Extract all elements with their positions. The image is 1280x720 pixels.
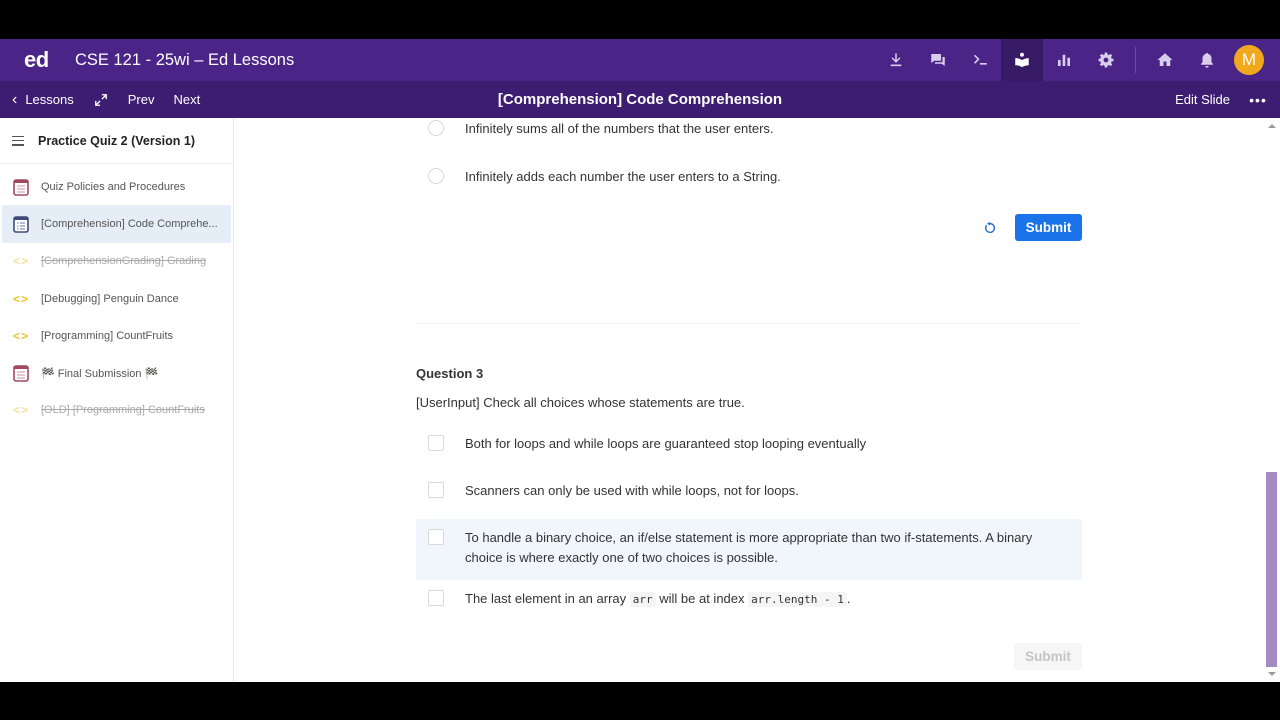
radio-button[interactable] bbox=[428, 120, 444, 136]
back-to-lessons-button[interactable] bbox=[12, 92, 74, 108]
sidebar-item-old-countfruits[interactable] bbox=[2, 392, 231, 429]
edit-slide-button[interactable] bbox=[1175, 92, 1230, 107]
more-options-icon[interactable]: ••• bbox=[1249, 91, 1267, 108]
sidebar-item-comprehension-grading[interactable] bbox=[2, 243, 231, 280]
settings-icon[interactable] bbox=[1085, 39, 1127, 81]
q2-option-2[interactable] bbox=[416, 167, 781, 187]
q3-choice-3[interactable] bbox=[416, 519, 1082, 580]
code-icon: <> bbox=[12, 403, 29, 418]
q3-choice-2[interactable] bbox=[416, 472, 1082, 519]
sidebar-item-code-comprehension[interactable] bbox=[2, 205, 231, 242]
edit-slide-label: Edit Slide bbox=[1175, 92, 1230, 107]
choice-text-part: will be at index bbox=[655, 591, 749, 606]
download-icon[interactable] bbox=[875, 39, 917, 81]
sidebar-item-countfruits[interactable] bbox=[2, 317, 231, 354]
lessons-icon[interactable] bbox=[1001, 39, 1043, 81]
home-icon[interactable] bbox=[1144, 39, 1186, 81]
sidebar-item-final-submission[interactable] bbox=[2, 354, 231, 391]
q3-choice-1[interactable] bbox=[416, 425, 1082, 472]
scrollbar-thumb[interactable] bbox=[1266, 472, 1277, 667]
header-separator bbox=[1135, 47, 1136, 73]
slide-list bbox=[0, 164, 233, 429]
q2-option-1[interactable] bbox=[416, 119, 774, 139]
notifications-icon[interactable] bbox=[1186, 39, 1228, 81]
sidebar-item-label: Quiz Policies and Procedures bbox=[41, 180, 186, 193]
scroll-up-arrow-icon[interactable] bbox=[1268, 124, 1276, 128]
user-avatar[interactable]: M bbox=[1234, 45, 1264, 75]
back-to-lessons-label: Lessons bbox=[25, 92, 74, 107]
code-icon: <> bbox=[12, 291, 29, 306]
q3-submit-button[interactable]: Submit bbox=[1014, 643, 1082, 670]
q3-choice-text: Scanners can only be used with while loops, not for loops. bbox=[465, 483, 799, 498]
q2-submit-row bbox=[416, 214, 1082, 241]
analytics-icon[interactable] bbox=[1043, 39, 1085, 81]
question-3-title: Question 3 bbox=[416, 366, 484, 381]
checkbox[interactable] bbox=[428, 590, 444, 606]
code-icon: <> bbox=[12, 254, 29, 269]
prev-slide-button[interactable] bbox=[128, 92, 155, 107]
content-scrollbar[interactable] bbox=[1265, 118, 1280, 682]
header-icon-bar bbox=[875, 39, 1280, 81]
question-divider bbox=[416, 323, 1082, 324]
document-icon bbox=[12, 178, 30, 196]
sidebar-item-quiz-policies[interactable] bbox=[2, 168, 231, 205]
checkbox[interactable] bbox=[428, 482, 444, 498]
discussion-icon[interactable] bbox=[917, 39, 959, 81]
quiz-icon bbox=[12, 215, 30, 233]
question-3-prompt: [UserInput] Check all choices whose statements are true. bbox=[416, 395, 745, 410]
inline-code: arr.length - 1 bbox=[748, 592, 847, 607]
lesson-sidebar bbox=[0, 118, 234, 682]
q2-option-text: Infinitely adds each number the user enters to a String. bbox=[465, 169, 781, 184]
app-title: CSE 121 - 25wi – Ed Lessons bbox=[75, 50, 295, 69]
hamburger-menu-icon[interactable] bbox=[12, 136, 24, 146]
ed-lessons-app bbox=[0, 39, 1280, 682]
checkbox[interactable] bbox=[428, 435, 444, 451]
q3-submit-row bbox=[416, 643, 1082, 670]
code-icon: <> bbox=[12, 328, 29, 343]
choice-text-part: The last element in an array bbox=[465, 591, 630, 606]
choice-text-part: . bbox=[846, 591, 851, 606]
q2-option-text: Infinitely sums all of the numbers that the user enters. bbox=[465, 121, 774, 136]
inline-code: arr bbox=[630, 592, 656, 607]
sidebar-item-label: [Programming] CountFruits bbox=[41, 329, 174, 342]
expand-icon[interactable] bbox=[94, 93, 108, 107]
q2-submit-button[interactable]: Submit bbox=[1015, 214, 1082, 241]
sidebar-item-label: [Debugging] Penguin Dance bbox=[41, 292, 179, 305]
checkbox[interactable] bbox=[428, 529, 444, 545]
chevron-left-icon: ‹ bbox=[12, 90, 18, 108]
reset-icon[interactable] bbox=[983, 221, 997, 235]
slide-content bbox=[235, 118, 1265, 682]
lesson-toolbar bbox=[0, 81, 1280, 118]
terminal-icon[interactable] bbox=[959, 39, 1001, 81]
sidebar-item-penguin-dance[interactable] bbox=[2, 280, 231, 317]
lesson-title: Practice Quiz 2 (Version 1) bbox=[38, 133, 196, 148]
letterbox-bottom bbox=[0, 682, 1280, 720]
radio-button[interactable] bbox=[428, 168, 444, 184]
top-header bbox=[0, 39, 1280, 81]
document-icon bbox=[12, 364, 30, 382]
letterbox-top bbox=[0, 0, 1280, 39]
sidebar-item-label: [ComprehensionGrading] Grading bbox=[41, 255, 207, 268]
sidebar-header bbox=[0, 118, 233, 164]
q3-choice-text bbox=[465, 589, 850, 610]
sidebar-item-label: [OLD] [Programming] CountFruits bbox=[41, 404, 205, 417]
prev-label: Prev bbox=[127, 92, 155, 107]
next-label: Next bbox=[173, 92, 201, 107]
sidebar-item-label: 🏁 Final Submission 🏁 bbox=[41, 367, 159, 380]
scroll-down-arrow-icon[interactable] bbox=[1268, 672, 1276, 676]
q3-choice-text: Both for loops and while loops are guaranteed stop looping eventually bbox=[465, 436, 867, 451]
next-slide-button[interactable] bbox=[173, 92, 200, 107]
slide-title: [Comprehension] Code Comprehension bbox=[497, 91, 783, 108]
q3-choice-4[interactable] bbox=[416, 580, 1082, 627]
ed-logo[interactable]: ed bbox=[24, 47, 49, 72]
question-3-choices bbox=[416, 425, 1082, 627]
q3-choice-text: To handle a binary choice, an if/else statement is more appropriate than two if-statements. A binary choice is where exactly one of two choices is possible. bbox=[465, 530, 1033, 565]
sidebar-item-label: [Comprehension] Code Comprehe... bbox=[41, 217, 218, 230]
